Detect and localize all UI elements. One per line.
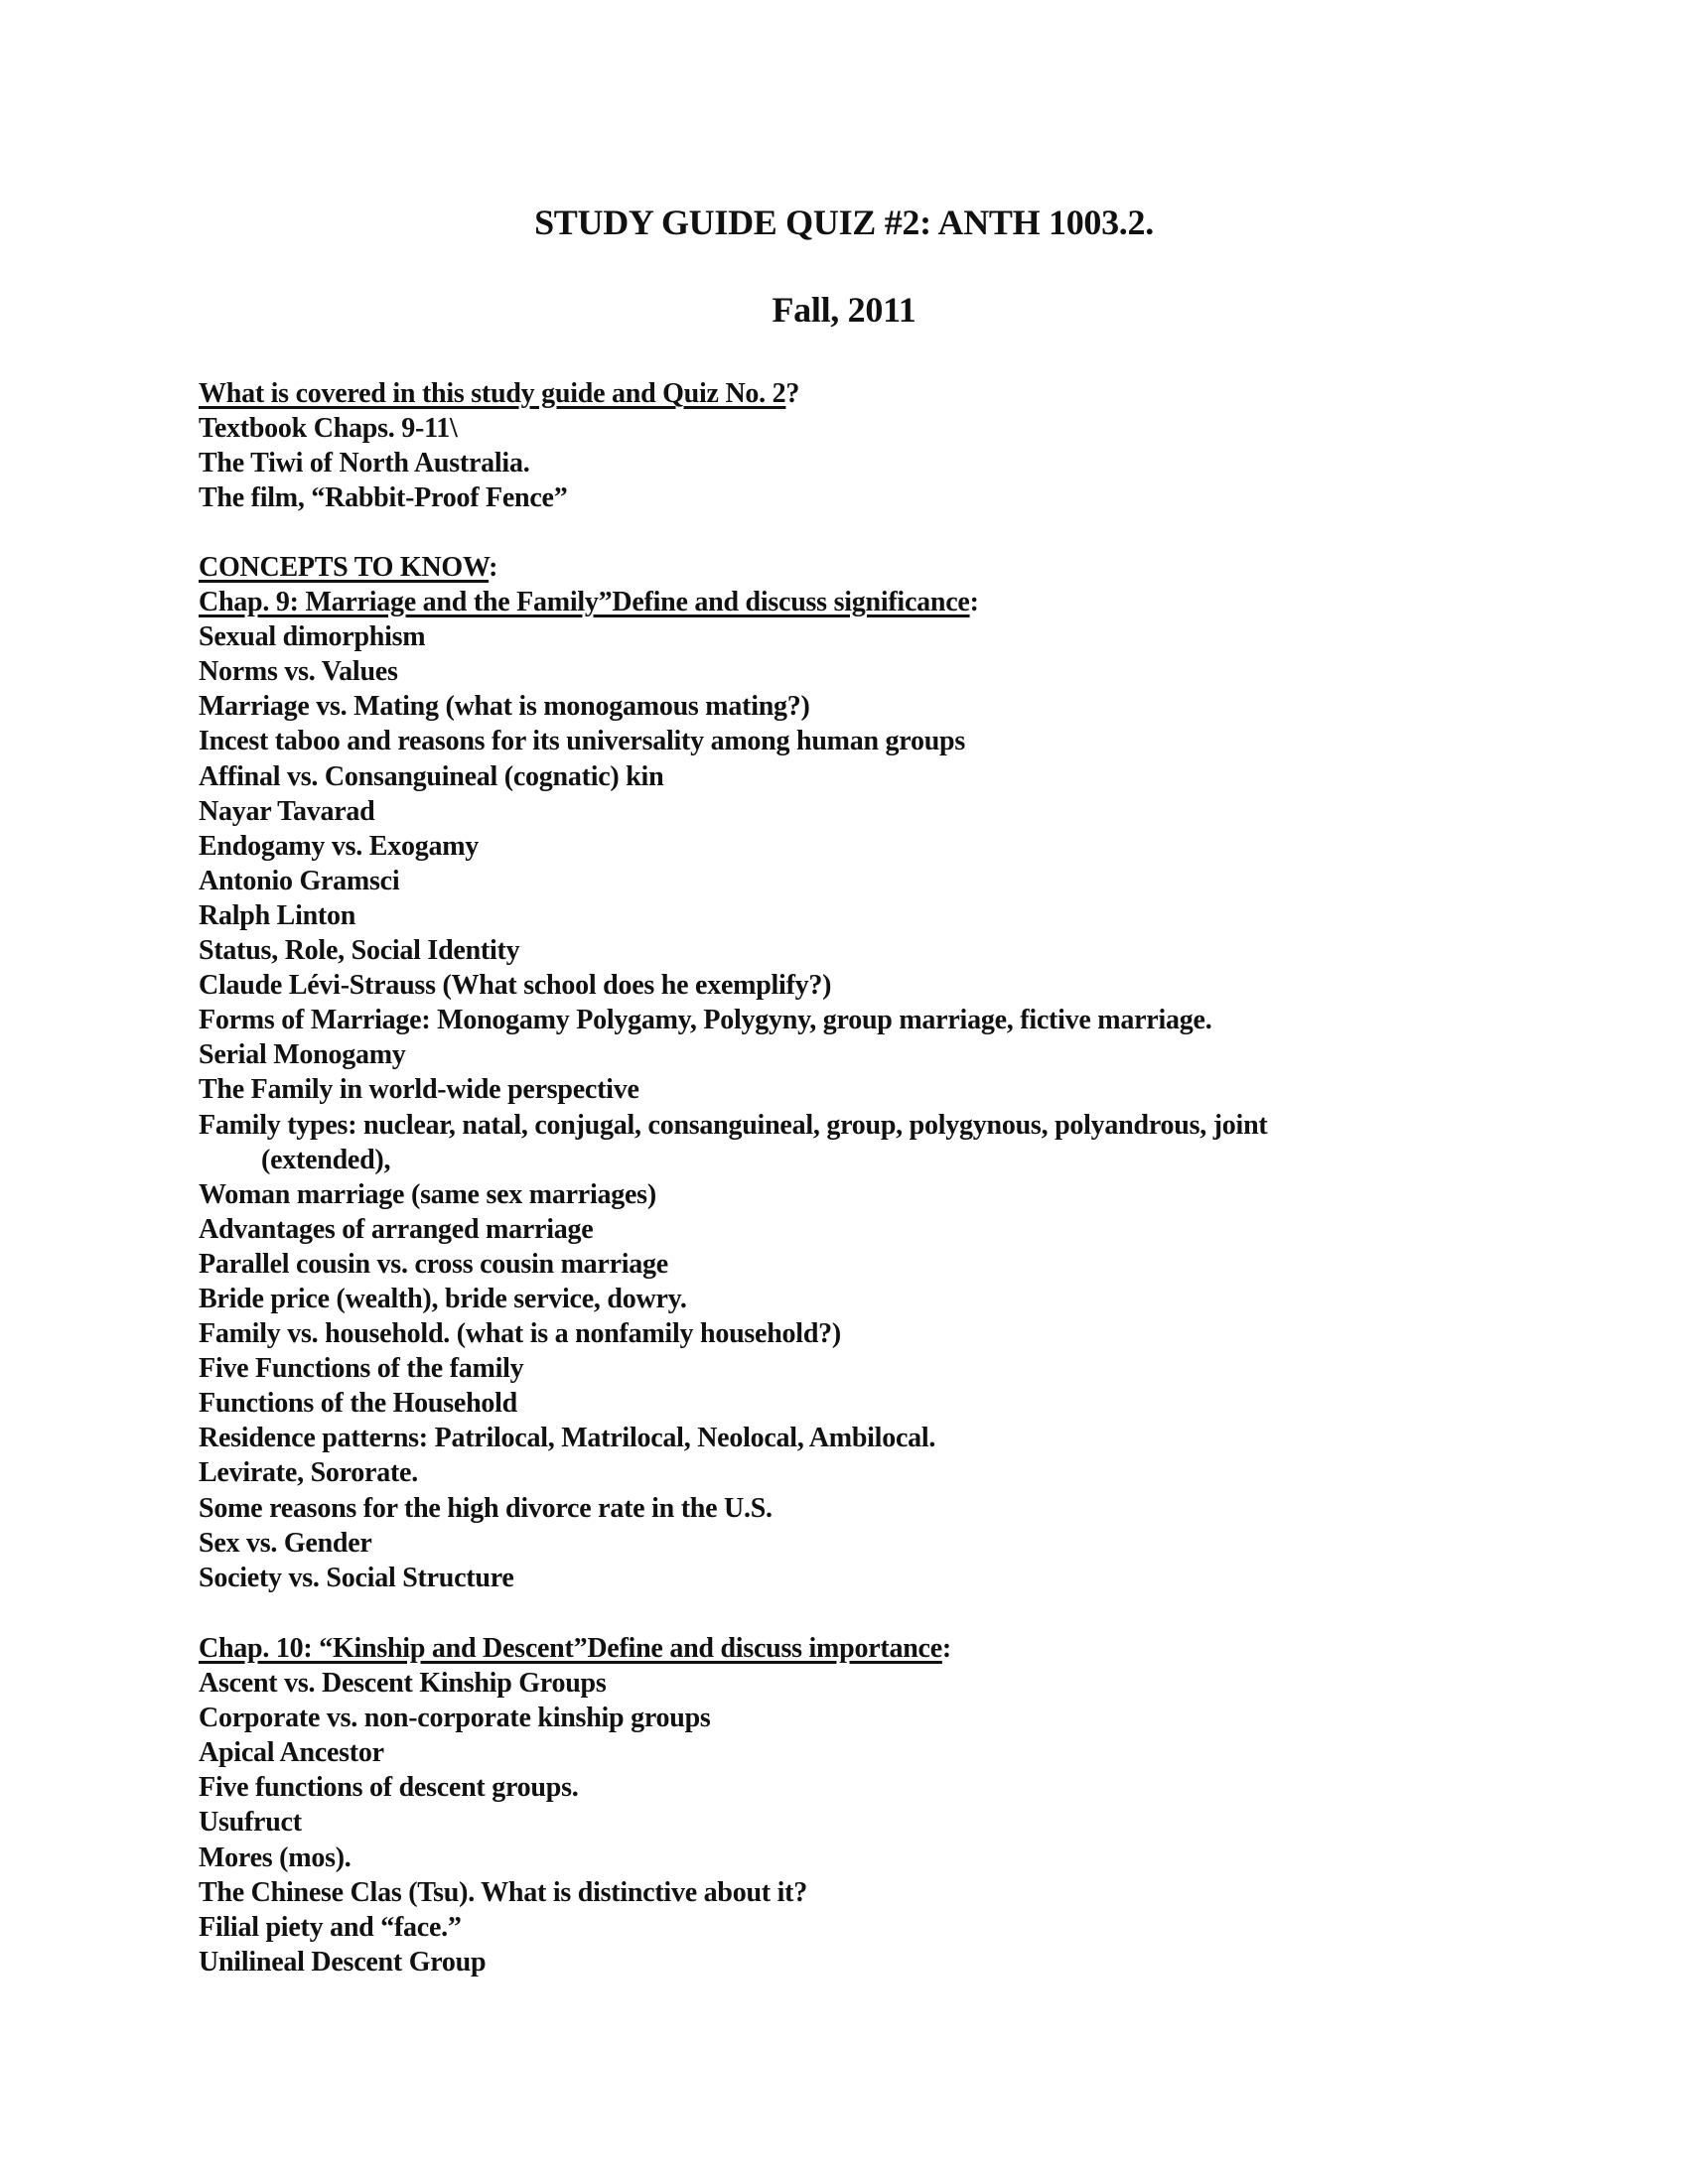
list-item: Marriage vs. Mating (what is monogamous mating?)	[199, 691, 810, 723]
list-item: Bride price (wealth), bride service, dowry.	[199, 1283, 687, 1314]
list-item: Some reasons for the high divorce rate in the U.S.	[199, 1492, 773, 1524]
chapter9-heading-text: Chap. 9: Marriage and the Family”Define and discuss significance	[199, 587, 970, 618]
list-item: Society vs. Social Structure	[199, 1562, 514, 1593]
chapter10-heading-text: Chap. 10: “Kinship and Descent”Define and discuss importance	[199, 1633, 942, 1664]
list-item: Status, Role, Social Identity	[199, 935, 520, 967]
list-item: Endogamy vs. Exogamy	[199, 830, 480, 862]
list-item: Ascent vs. Descent Kinship Groups	[199, 1668, 607, 1700]
intro-section	[199, 376, 1489, 515]
list-item: Corporate vs. non-corporate kinship groups	[199, 1703, 711, 1734]
list-item: Apical Ancestor	[199, 1737, 384, 1769]
list-item: Parallel cousin vs. cross cousin marriage	[199, 1248, 668, 1280]
list-item: The Chinese Clas (Tsu). What is distinctive about it?	[199, 1876, 807, 1908]
concepts-heading-text: CONCEPTS TO KNOW	[199, 552, 490, 583]
list-item: Five functions of descent groups.	[199, 1772, 579, 1804]
list-item: The Family in world-wide perspective	[199, 1074, 639, 1106]
list-item: Functions of the Household	[199, 1388, 517, 1420]
chapter10-heading-suffix: :	[941, 1633, 951, 1664]
list-item: Filial piety and “face.”	[199, 1911, 462, 1943]
list-item: Incest taboo and reasons for its universality among human groups	[199, 726, 966, 757]
page-title: STUDY GUIDE QUIZ #2: ANTH 1003.2.	[534, 203, 1154, 242]
list-item: Unilineal Descent Group	[199, 1946, 487, 1978]
chapter9-heading	[199, 585, 1489, 619]
list-item-continuation: (extended),	[261, 1144, 391, 1175]
list-item: Usufruct	[199, 1807, 302, 1839]
list-item: Antonio Gramsci	[199, 865, 400, 896]
list-item: Affinal vs. Consanguineal (cognatic) kin	[199, 760, 664, 792]
chapter10-heading	[199, 1631, 1489, 1666]
list-item: Five Functions of the family	[199, 1353, 524, 1385]
list-item: The Tiwi of North Australia.	[199, 448, 530, 479]
list-item: Sexual dimorphism	[199, 621, 426, 653]
list-item: Family vs. household. (what is a nonfamily household?)	[199, 1318, 841, 1350]
list-item: Textbook Chaps. 9-11\	[199, 413, 458, 445]
list-item: Woman marriage (same sex marriages)	[199, 1178, 656, 1210]
list-item: The film, “Rabbit-Proof Fence”	[199, 482, 568, 514]
list-item: Sex vs. Gender	[199, 1527, 372, 1559]
list-item: Mores (mos).	[199, 1842, 352, 1873]
list-item: Residence patterns: Patrilocal, Matrilocal, Neolocal, Ambilocal.	[199, 1423, 936, 1454]
page-subtitle: Fall, 2011	[772, 290, 916, 330]
list-item: Nayar Tavarad	[199, 795, 375, 827]
list-item: Advantages of arranged marriage	[199, 1213, 594, 1245]
list-item: Serial Monogamy	[199, 1039, 406, 1071]
chapter9-heading-suffix: :	[969, 587, 979, 618]
intro-heading-text: What is covered in this study guide and Quiz No. 2	[199, 378, 786, 409]
intro-heading	[199, 376, 1489, 411]
list-item: Family types: nuclear, natal, conjugal, consanguineal, group, polygynous, polyandrous, joint	[199, 1109, 1268, 1141]
concepts-heading-suffix: :	[489, 552, 498, 583]
chapter9-section	[199, 550, 1489, 1595]
list-item: Forms of Marriage: Monogamy Polygamy, Polygyny, group marriage, fictive marriage.	[199, 1005, 1212, 1036]
list-item: Claude Lévi-Strauss (What school does he exemplify?)	[199, 970, 832, 1002]
list-item: Levirate, Sororate.	[199, 1457, 418, 1489]
intro-heading-suffix: ?	[785, 378, 800, 409]
list-item: Norms vs. Values	[199, 656, 398, 688]
concepts-heading	[199, 550, 1489, 585]
chapter10-section	[199, 1631, 1489, 1979]
list-item: Ralph Linton	[199, 899, 356, 931]
